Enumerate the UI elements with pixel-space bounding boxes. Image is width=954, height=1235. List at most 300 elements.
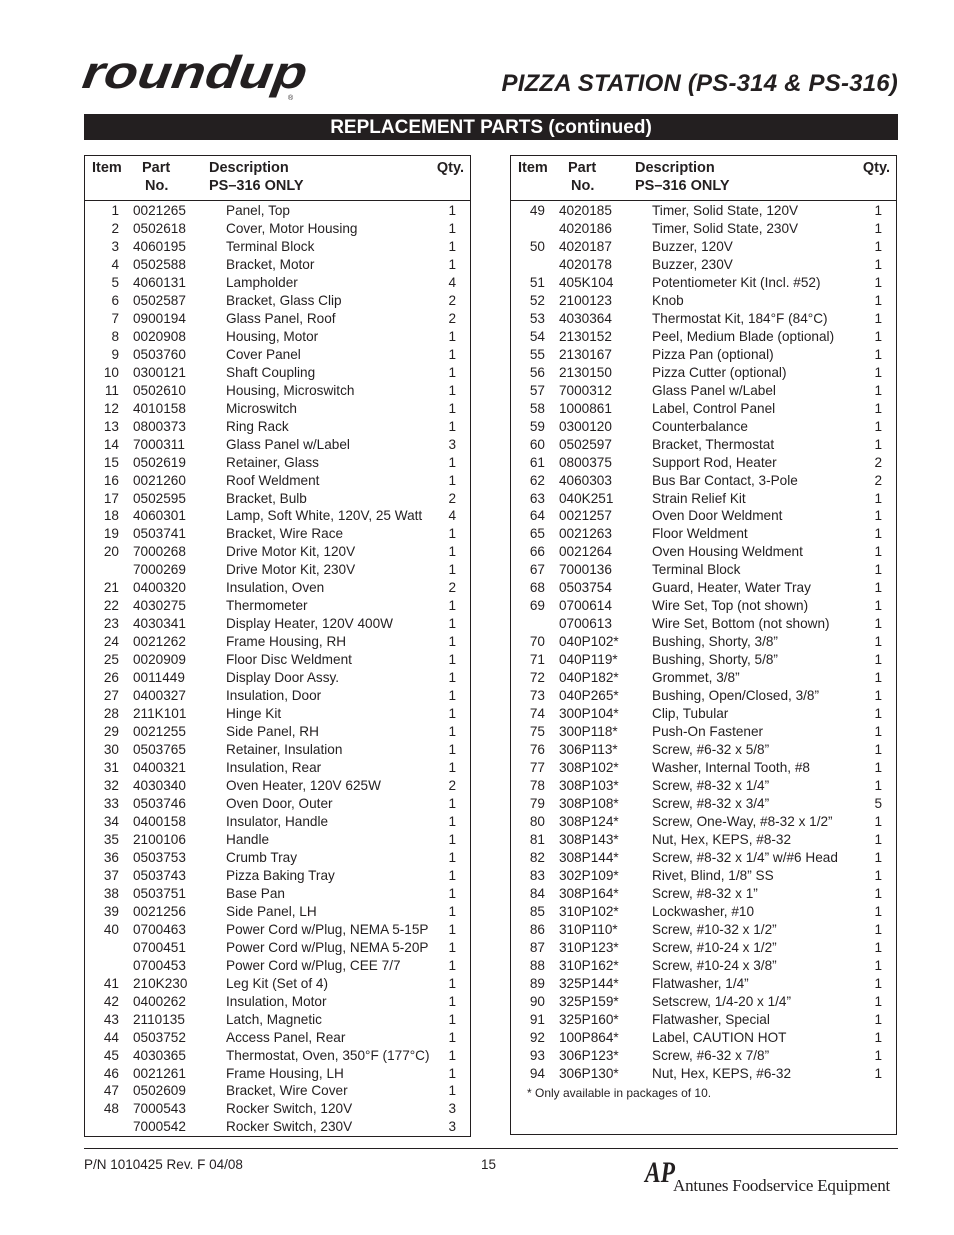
description-cell: Display Door Assy. [226,670,340,686]
quantity-cell: 1 [874,310,882,326]
item-number: 67 [529,562,545,578]
part-number-cell: 0503760 [133,346,186,362]
table-row [511,669,896,687]
table-row [85,1011,470,1029]
table-row [85,813,470,831]
item-number: 41 [103,975,119,991]
table-row [85,1100,470,1118]
description-cell: Bracket, Wire Race [226,526,344,542]
description-cell: Drive Motor Kit, 230V [226,562,356,578]
part-number-cell: 0021257 [559,508,612,524]
table-row [511,543,896,561]
item-number: 21 [103,580,119,596]
quantity-cell: 1 [448,526,456,542]
table-row [511,795,896,813]
description-cell: Roof Weldment [226,472,320,488]
header-part-no: No. [571,178,595,194]
part-number-cell: 0020908 [133,328,186,344]
item-number: 78 [529,778,545,793]
quantity-cell: 1 [874,957,882,973]
table-row [511,507,896,525]
part-number-cell: 040P265* [559,688,619,704]
quantity-cell: 2 [448,310,456,326]
quantity-cell: 1 [448,831,456,847]
part-number-cell: 0800373 [133,418,186,434]
quantity-cell: 1 [874,939,882,955]
part-number-cell: 0503752 [133,1029,186,1045]
item-number: 40 [103,921,119,937]
table-row [511,921,896,939]
quantity-cell: 1 [874,418,882,434]
part-number-cell: 0700453 [133,957,186,973]
part-number-cell: 040K251 [559,490,614,506]
description-cell: Guard, Heater, Water Tray [652,580,811,596]
table-row [511,723,896,741]
quantity-cell: 1 [874,975,882,991]
table-row [85,418,470,436]
part-number-cell: 325P144* [559,975,619,991]
table-row [85,472,470,490]
table-row [511,579,896,597]
header-part: Part [142,160,171,176]
description-cell: Rocker Switch, 230V [226,1119,353,1135]
table-row [85,921,470,939]
part-number-cell: 0400327 [133,688,186,704]
table-row [85,723,470,741]
item-number: 1 [111,203,119,218]
description-cell: Bushing, Shorty, 5/8” [652,652,778,668]
item-number: 65 [529,526,545,542]
item-number: 81 [529,831,545,847]
item-number: 44 [103,1029,119,1045]
part-number-cell: 4030341 [133,616,186,632]
item-number: 61 [529,454,545,470]
item-number: 69 [529,598,545,614]
part-number-cell: 310P102* [559,903,619,919]
part-number-cell: 300P104* [559,706,619,722]
description-cell: Lockwasher, #10 [652,903,755,919]
footnote: * Only available in packages of 10. [527,1086,712,1100]
item-number: 89 [529,975,545,991]
part-number-cell: 7000269 [133,562,186,578]
part-number-cell: 2110135 [133,1011,185,1027]
roundup-logo-text: roundup [79,46,274,98]
quantity-cell: 1 [448,346,456,362]
item-number: 16 [103,472,119,488]
table-row [85,400,470,418]
table-row [511,328,896,346]
quantity-cell: 1 [874,813,882,829]
quantity-cell: 1 [448,652,456,668]
item-number: 32 [103,778,119,793]
quantity-cell: 1 [874,724,882,740]
table-row [511,1011,896,1029]
description-cell: Screw, #6-32 x 7/8” [652,1047,770,1063]
item-number: 24 [103,634,119,650]
description-cell: Oven Housing Weldment [652,544,803,560]
description-cell: Bracket, Thermostat [652,436,775,452]
table-row [511,454,896,472]
description-cell: Oven Door, Outer [226,795,333,811]
table-header [511,156,896,201]
description-cell: Lampholder [226,274,298,290]
part-number-cell: 4030340 [133,778,186,793]
item-number: 53 [529,310,545,326]
item-number: 72 [529,670,545,686]
item-number: 55 [529,346,545,362]
page-title: PIZZA STATION (PS-314 & PS-316) [501,70,898,97]
table-row [85,885,470,903]
item-number: 46 [103,1065,119,1081]
table-row [511,256,896,274]
part-number-cell: 0502595 [133,490,186,506]
part-number-cell: 308P102* [559,760,619,776]
item-number: 45 [103,1047,119,1063]
quantity-cell: 1 [874,1011,882,1027]
part-number-cell: 0502587 [133,292,186,308]
part-number-cell: 308P108* [559,795,619,811]
table-row [85,975,470,993]
description-cell: Screw, One-Way, #8-32 x 1/2” [652,813,833,829]
quantity-cell: 4 [448,508,456,524]
part-number-cell: 4060195 [133,238,186,254]
table-row [85,543,470,561]
table-row [511,651,896,669]
item-number: 20 [103,544,119,560]
table-row [511,903,896,921]
quantity-cell: 1 [874,616,882,632]
part-number-cell: 7000268 [133,544,186,560]
quantity-cell: 1 [874,364,882,380]
table-row [511,1047,896,1065]
table-row [85,741,470,759]
quantity-cell: 1 [874,760,882,776]
table-row [511,885,896,903]
part-number-cell: 4010158 [133,400,186,416]
description-cell: Bracket, Bulb [226,490,307,506]
part-number-cell: 0502618 [133,220,186,236]
item-number: 23 [103,616,119,632]
description-cell: Latch, Magnetic [226,1011,322,1027]
table-row [511,436,896,454]
quantity-cell: 1 [448,760,456,776]
quantity-cell: 1 [874,652,882,668]
description-cell: Power Cord w/Plug, NEMA 5-15P [226,921,429,937]
item-number: 93 [529,1047,545,1063]
part-number-cell: 325P159* [559,993,619,1009]
description-cell: Buzzer, 230V [652,256,733,272]
item-number: 56 [529,364,545,380]
item-number: 66 [529,544,545,560]
quantity-cell: 1 [448,885,456,901]
item-number: 52 [529,292,545,308]
quantity-cell: 1 [874,526,882,542]
description-cell: Flatwasher, Special [652,1011,770,1027]
description-cell: Side Panel, LH [226,903,317,919]
description-cell: Frame Housing, RH [226,634,347,650]
quantity-cell: 1 [874,328,882,344]
table-row [511,274,896,292]
quantity-cell: 2 [448,778,456,793]
table-row [85,777,470,795]
description-cell: Screw, #8-32 x 1” [652,885,758,901]
part-number-cell: 310P162* [559,957,619,973]
description-cell: Glass Panel w/Label [652,382,776,398]
description-cell: Counterbalance [652,418,748,434]
item-number: 38 [103,885,119,901]
description-cell: Bracket, Motor [226,256,315,272]
quantity-cell: 1 [874,921,882,937]
part-number-cell: 300P118* [559,724,618,740]
part-number: P/N 1010425 Rev. F 04/08 [84,1157,243,1172]
item-number: 75 [529,724,545,740]
quantity-cell: 1 [874,292,882,308]
header-model-note: PS–316 ONLY [635,178,730,194]
quantity-cell: 1 [448,1083,456,1099]
item-number: 17 [103,490,119,506]
part-number-cell: 0011449 [133,670,185,686]
item-number: 82 [529,849,545,865]
table-row [85,274,470,292]
item-number: 42 [103,993,119,1009]
table-row [85,687,470,705]
description-cell: Grommet, 3/8” [652,670,740,686]
part-number-cell: 0502619 [133,454,186,470]
quantity-cell: 1 [874,742,882,758]
quantity-cell: 1 [874,220,882,236]
item-number: 87 [529,939,545,955]
table-row [85,220,470,238]
part-number-cell: 0300120 [559,418,612,434]
description-cell: Frame Housing, LH [226,1065,344,1081]
table-row [85,1047,470,1065]
quantity-cell: 1 [448,400,456,416]
item-number: 85 [529,903,545,919]
table-row [511,975,896,993]
item-number: 29 [103,724,119,740]
table-row [511,364,896,382]
table-row [511,633,896,651]
part-number-cell: 4020178 [559,256,612,272]
description-cell: Panel, Top [226,203,290,218]
description-cell: Rocker Switch, 120V [226,1101,353,1117]
description-cell: Handle [226,831,270,847]
roundup-logo [79,46,316,104]
description-cell: Thermometer [226,598,308,614]
part-number-cell: 0021256 [133,903,186,919]
description-cell: Retainer, Glass [226,454,319,470]
description-cell: Screw, #8-32 x 3/4” [652,795,770,811]
quantity-cell: 1 [448,1047,456,1063]
description-cell: Screw, #10-24 x 3/8” [652,957,777,973]
description-cell: Pizza Baking Tray [226,867,335,883]
table-row [511,418,896,436]
part-number-cell: 302P109* [559,867,619,883]
quantity-cell: 1 [448,1065,456,1081]
part-number-cell: 310P123* [559,939,619,955]
part-number-cell: 0021261 [133,1065,186,1081]
quantity-cell: 1 [448,939,456,955]
description-cell: Cover Panel [226,346,301,362]
part-number-cell: 405K104 [559,274,614,290]
table-row [511,777,896,795]
header-description: Description [635,160,715,176]
header-qty: Qty. [436,160,464,176]
table-row [85,561,470,579]
description-cell: Buzzer, 120V [652,238,733,254]
item-number: 83 [529,867,545,883]
item-number: 48 [103,1101,119,1117]
quantity-cell: 1 [874,670,882,686]
table-row [85,256,470,274]
quantity-cell: 1 [448,849,456,865]
quantity-cell: 3 [448,1101,456,1117]
item-number: 4 [111,256,119,272]
header-item: Item [92,160,122,176]
table-row [511,705,896,723]
item-number: 91 [529,1011,545,1027]
table-row [511,759,896,777]
part-number-cell: 0700613 [559,616,612,632]
table-row [85,1029,470,1047]
table-row [511,741,896,759]
part-number-cell: 2100123 [559,292,612,308]
part-number-cell: 0020909 [133,652,186,668]
description-cell: Nut, Hex, KEPS, #8-32 [652,831,792,847]
description-cell: Base Pan [226,885,285,901]
item-number: 73 [529,688,545,704]
quantity-cell: 1 [874,903,882,919]
table-row [85,831,470,849]
description-cell: Clip, Tubular [652,706,729,722]
item-number: 54 [529,328,545,344]
description-cell: Label, CAUTION HOT [652,1029,787,1045]
table-row [511,382,896,400]
table-row [85,795,470,813]
table-row [85,346,470,364]
part-number-cell: 0400158 [133,813,186,829]
part-number-cell: 7000543 [133,1101,186,1117]
part-number-cell: 0800375 [559,454,612,470]
item-number: 18 [103,508,119,524]
quantity-cell: 1 [874,1047,882,1063]
table-body [511,201,896,1082]
description-cell: Wire Set, Top (not shown) [652,598,809,614]
part-number-cell: 0400320 [133,580,186,596]
item-number: 30 [103,742,119,758]
header-part-no: No. [145,178,169,194]
part-number-cell: 306P130* [559,1065,619,1081]
table-row [85,957,470,975]
part-number-cell: 2130150 [559,364,612,380]
description-cell: Shaft Coupling [226,364,316,380]
part-number-cell: 7000311 [133,436,185,452]
description-cell: Power Cord w/Plug, NEMA 5-20P [226,939,429,955]
quantity-cell: 1 [448,238,456,254]
part-number-cell: 7000136 [559,562,612,578]
description-cell: Lamp, Soft White, 120V, 25 Watt [226,508,423,524]
item-number: 88 [529,957,545,973]
table-row [85,1118,470,1136]
description-cell: Display Heater, 120V 400W [226,616,393,632]
item-number: 13 [103,418,119,434]
part-number-cell: 4020185 [559,203,612,218]
quantity-cell: 1 [448,813,456,829]
table-row [85,1082,470,1100]
part-number-cell: 0502588 [133,256,186,272]
description-cell: Floor Weldment [652,526,748,542]
table-row [511,346,896,364]
item-number: 34 [103,813,119,829]
quantity-cell: 1 [874,400,882,416]
part-number-cell: 0502609 [133,1083,186,1099]
item-number: 11 [104,382,119,398]
item-number: 51 [529,274,545,290]
table-row [511,220,896,238]
table-row [511,238,896,256]
quantity-cell: 1 [448,670,456,686]
table-row [85,328,470,346]
item-number: 94 [529,1065,545,1081]
table-row [85,382,470,400]
item-number: 58 [529,400,545,416]
item-number: 28 [103,706,119,722]
description-cell: Insulation, Rear [226,760,322,776]
description-cell: Bracket, Wire Cover [226,1083,348,1099]
part-number-cell: 2100106 [133,831,186,847]
description-cell: Leg Kit (Set of 4) [226,975,329,991]
quantity-cell: 1 [874,203,882,218]
part-number-cell: 4030365 [133,1047,186,1063]
description-cell: Screw, #10-32 x 1/2” [652,921,777,937]
item-number: 39 [103,903,119,919]
item-number: 50 [529,238,545,254]
table-row [511,939,896,957]
description-cell: Push-On Fastener [652,724,764,740]
description-cell: Pizza Cutter (optional) [652,364,787,380]
header-item: Item [518,160,548,176]
header-part: Part [568,160,597,176]
description-cell: Floor Disc Weldment [226,652,352,668]
part-number-cell: 0502610 [133,382,186,398]
part-number-cell: 0021264 [559,544,612,560]
quantity-cell: 2 [448,490,456,506]
quantity-cell: 1 [874,274,882,290]
table-row [85,454,470,472]
part-number-cell: 0503741 [133,526,186,542]
description-cell: Pizza Pan (optional) [652,346,774,362]
description-cell: Terminal Block [652,562,741,578]
part-number-cell: 0700614 [559,598,612,614]
part-number-cell: 040P119* [559,652,618,668]
part-number-cell: 4060301 [133,508,186,524]
table-row [85,759,470,777]
description-cell: Rivet, Blind, 1/8” SS [652,867,774,883]
description-cell: Insulator, Handle [226,813,329,829]
part-number-cell: 308P103* [559,778,619,793]
part-number-cell: 4020186 [559,220,612,236]
item-number: 80 [529,813,545,829]
quantity-cell: 1 [448,472,456,488]
table-row [511,310,896,328]
table-row [85,436,470,454]
part-number-cell: 7000312 [559,382,612,398]
table-row [85,1065,470,1083]
quantity-cell: 1 [874,831,882,847]
part-number-cell: 308P144* [559,849,619,865]
description-cell: Strain Relief Kit [652,490,746,506]
quantity-cell: 1 [448,562,456,578]
